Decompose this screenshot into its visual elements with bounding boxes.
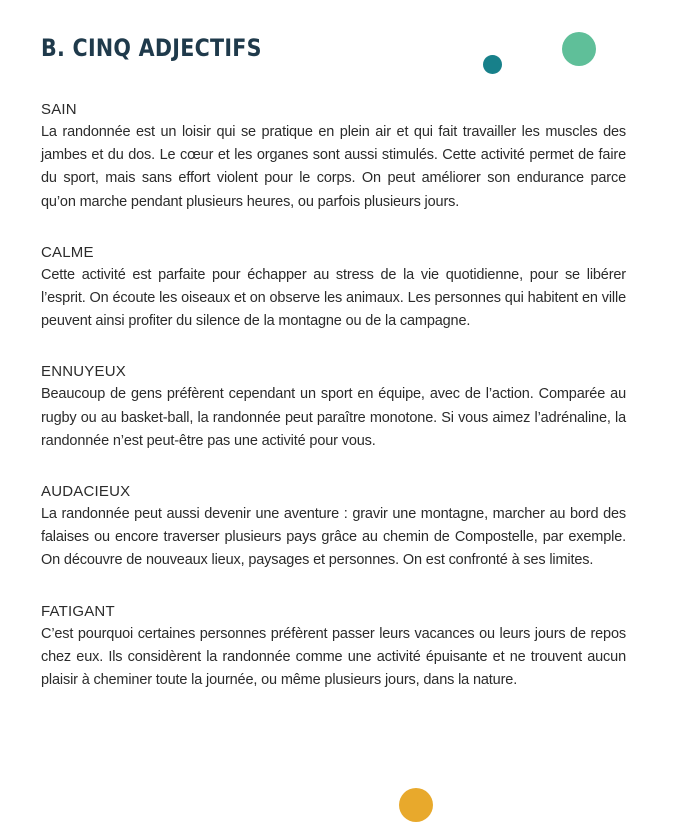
section-audacieux bbox=[41, 480, 626, 573]
section-heading: SAIN bbox=[41, 101, 77, 118]
page-title: B. CINQ ADJECTIFS bbox=[41, 34, 262, 62]
section-heading: CALME bbox=[41, 243, 94, 261]
yellow-dot-decoration bbox=[399, 788, 433, 822]
section-heading: FATIGANT bbox=[41, 602, 115, 620]
teal-dot-decoration bbox=[483, 55, 502, 74]
section-text: C’est pourquoi certaines personnes préfèrent passer leurs vacances ou leurs jours de repos chez eux. Ils considèrent la randonnée comme une activité épuisante et ne trouvent aucun plaisir à cheminer toute la journée, ou même plusieurs jours, dans la nature. bbox=[41, 625, 626, 689]
adjective-sections bbox=[41, 98, 626, 719]
section-text: La randonnée peut aussi devenir une aventure : gravir une montagne, marcher au bord des falaises ou encore traverser plusieurs pays grâce au chemin de Compostelle, par exemple. On découvre de nouveaux lieux, paysages et personnes. On est confronté à ses limites. bbox=[41, 506, 626, 569]
section-ennuyeux bbox=[41, 360, 626, 453]
section-text: La randonnée est un loisir qui se pratique en plein air et qui fait travailler les muscles des jambes et du dos. Le cœur et les organes sont aussi stimulés. Cette activité permet de faire du sport, mais sans effort violent pour le corps. On peut améliorer son endurance parce qu’on marche pendant plusieurs heures, ou parfois plusieurs jours. bbox=[41, 124, 626, 210]
section-fatigant bbox=[41, 600, 626, 693]
section-heading: ENNUYEUX bbox=[41, 363, 126, 381]
section-heading: AUDACIEUX bbox=[41, 483, 131, 501]
green-dot-decoration bbox=[562, 32, 596, 66]
section-text: Beaucoup de gens préfèrent cependant un sport en équipe, avec de l’action. Comparée au rugby ou au basket-ball, la randonnée peut paraître monotone. Si vous aimez l’adrénaline, la randonnée n’est peut-être pas une activité pour vous. bbox=[41, 386, 626, 449]
section-sain bbox=[41, 98, 626, 214]
section-text: Cette activité est parfaite pour échapper au stress de la vie quotidienne, pour se libérer l’esprit. On écoute les oiseaux et on observe les animaux. Les personnes qui habitent en ville peuvent ainsi profiter du silence de la montagne ou de la campagne. bbox=[41, 266, 626, 330]
section-calme bbox=[41, 241, 626, 334]
